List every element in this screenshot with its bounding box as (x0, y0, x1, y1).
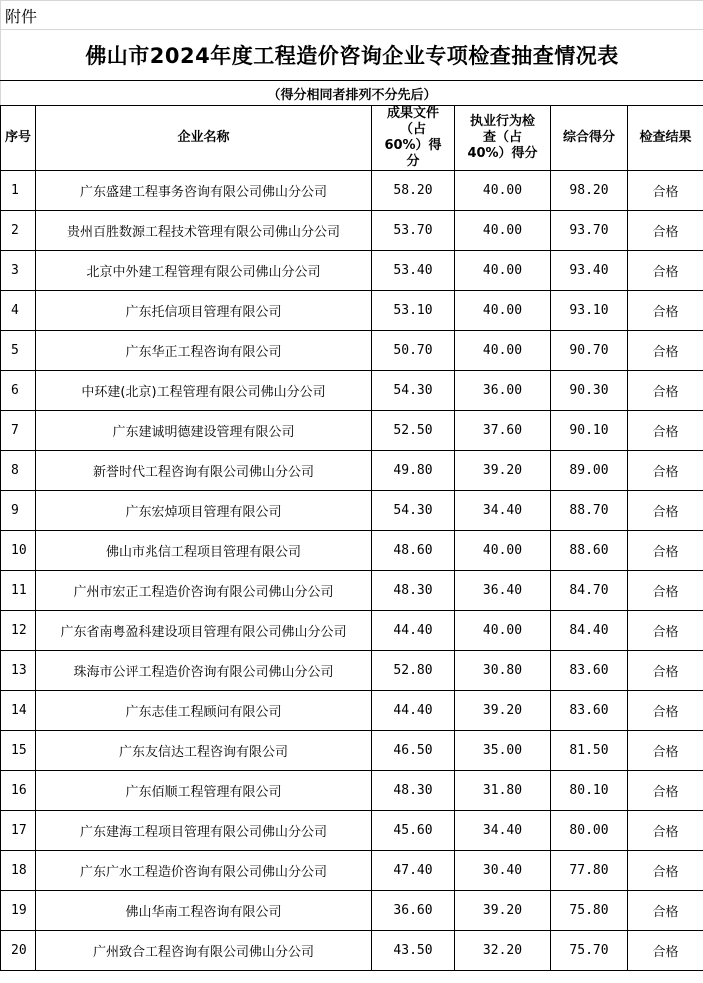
cell-index: 10 (1, 531, 36, 571)
cell-doc-score: 43.50 (372, 931, 455, 971)
table-row (1, 931, 703, 971)
cell-total-score: 84.70 (551, 571, 628, 611)
cell-company: 广州致合工程咨询有限公司佛山分公司 (36, 931, 372, 971)
title-row (1, 30, 703, 81)
cell-index: 18 (1, 851, 36, 891)
cell-practice-score: 36.40 (455, 571, 551, 611)
cell-total-score: 93.40 (551, 251, 628, 291)
cell-result: 合格 (628, 731, 703, 771)
table-row (1, 211, 703, 251)
cell-index: 14 (1, 691, 36, 731)
cell-practice-score: 30.40 (455, 851, 551, 891)
header-row (1, 106, 703, 171)
cell-total-score: 88.60 (551, 531, 628, 571)
cell-result: 合格 (628, 371, 703, 411)
cell-doc-score: 52.80 (372, 651, 455, 691)
cell-practice-score: 40.00 (455, 611, 551, 651)
cell-company: 广州市宏正工程造价咨询有限公司佛山分公司 (36, 571, 372, 611)
cell-practice-score: 34.40 (455, 491, 551, 531)
cell-doc-score: 45.60 (372, 811, 455, 851)
attachment-label: 附件 (5, 6, 38, 26)
cell-company: 广东广水工程造价咨询有限公司佛山分公司 (36, 851, 372, 891)
cell-total-score: 83.60 (551, 691, 628, 731)
table-row (1, 331, 703, 371)
table-row (1, 491, 703, 531)
table-row (1, 731, 703, 771)
table-row (1, 651, 703, 691)
cell-result: 合格 (628, 491, 703, 531)
cell-company: 珠海市公评工程造价咨询有限公司佛山分公司 (36, 651, 372, 691)
cell-total-score: 98.20 (551, 171, 628, 211)
cell-doc-score: 48.60 (372, 531, 455, 571)
cell-company: 广东盛建工程事务咨询有限公司佛山分公司 (36, 171, 372, 211)
cell-practice-score: 32.20 (455, 931, 551, 971)
header-doc-score: 成果文件（占60%）得分 (372, 106, 455, 171)
cell-practice-score: 39.20 (455, 891, 551, 931)
table-row (1, 891, 703, 931)
subtitle-row (1, 81, 703, 106)
cell-company: 佛山市兆信工程项目管理有限公司 (36, 531, 372, 571)
cell-doc-score: 53.40 (372, 251, 455, 291)
table-row (1, 171, 703, 211)
cell-company: 佛山华南工程咨询有限公司 (36, 891, 372, 931)
cell-company: 广东志佳工程顾问有限公司 (36, 691, 372, 731)
cell-doc-score: 47.40 (372, 851, 455, 891)
cell-index: 15 (1, 731, 36, 771)
cell-practice-score: 40.00 (455, 171, 551, 211)
cell-result: 合格 (628, 931, 703, 971)
cell-result: 合格 (628, 291, 703, 331)
cell-total-score: 77.80 (551, 851, 628, 891)
cell-total-score: 81.50 (551, 731, 628, 771)
cell-company: 中环建(北京)工程管理有限公司佛山分公司 (36, 371, 372, 411)
cell-result: 合格 (628, 571, 703, 611)
cell-result: 合格 (628, 651, 703, 691)
table-row (1, 811, 703, 851)
cell-company: 广东建海工程项目管理有限公司佛山分公司 (36, 811, 372, 851)
cell-result: 合格 (628, 251, 703, 291)
cell-company: 新誉时代工程咨询有限公司佛山分公司 (36, 451, 372, 491)
cell-result: 合格 (628, 891, 703, 931)
cell-practice-score: 40.00 (455, 291, 551, 331)
cell-doc-score: 53.70 (372, 211, 455, 251)
cell-total-score: 89.00 (551, 451, 628, 491)
cell-total-score: 75.80 (551, 891, 628, 931)
page-subtitle: （得分相同者排列不分先后） (267, 87, 437, 103)
cell-result: 合格 (628, 411, 703, 451)
cell-doc-score: 58.20 (372, 171, 455, 211)
cell-total-score: 80.10 (551, 771, 628, 811)
cell-company: 北京中外建工程管理有限公司佛山分公司 (36, 251, 372, 291)
page-title: 佛山市2024年度工程造价咨询企业专项检查抽查情况表 (85, 44, 619, 68)
cell-total-score: 90.30 (551, 371, 628, 411)
cell-doc-score: 54.30 (372, 371, 455, 411)
cell-result: 合格 (628, 771, 703, 811)
cell-company: 广东华正工程咨询有限公司 (36, 331, 372, 371)
cell-total-score: 88.70 (551, 491, 628, 531)
cell-practice-score: 39.20 (455, 691, 551, 731)
cell-practice-score: 35.00 (455, 731, 551, 771)
table-row (1, 611, 703, 651)
table-row (1, 411, 703, 451)
cell-company: 广东建诚明德建设管理有限公司 (36, 411, 372, 451)
cell-practice-score: 39.20 (455, 451, 551, 491)
cell-index: 13 (1, 651, 36, 691)
cell-doc-score: 44.40 (372, 611, 455, 651)
table-row (1, 251, 703, 291)
cell-practice-score: 40.00 (455, 211, 551, 251)
header-practice-score: 执业行为检查（占40%）得分 (455, 106, 551, 171)
cell-total-score: 93.10 (551, 291, 628, 331)
cell-result: 合格 (628, 691, 703, 731)
cell-total-score: 83.60 (551, 651, 628, 691)
cell-company: 广东友信达工程咨询有限公司 (36, 731, 372, 771)
cell-doc-score: 53.10 (372, 291, 455, 331)
cell-index: 19 (1, 891, 36, 931)
header-company: 企业名称 (36, 106, 372, 171)
cell-practice-score: 30.80 (455, 651, 551, 691)
table-row (1, 371, 703, 411)
attachment-row (1, 1, 703, 30)
cell-company: 广东宏焯项目管理有限公司 (36, 491, 372, 531)
table-row (1, 451, 703, 491)
cell-index: 12 (1, 611, 36, 651)
cell-practice-score: 40.00 (455, 251, 551, 291)
cell-result: 合格 (628, 611, 703, 651)
cell-company: 广东省南粤盈科建设项目管理有限公司佛山分公司 (36, 611, 372, 651)
cell-index: 1 (1, 171, 36, 211)
cell-index: 6 (1, 371, 36, 411)
cell-index: 11 (1, 571, 36, 611)
cell-doc-score: 48.30 (372, 571, 455, 611)
cell-total-score: 90.70 (551, 331, 628, 371)
cell-doc-score: 52.50 (372, 411, 455, 451)
cell-practice-score: 34.40 (455, 811, 551, 851)
cell-index: 9 (1, 491, 36, 531)
cell-doc-score: 50.70 (372, 331, 455, 371)
cell-result: 合格 (628, 851, 703, 891)
cell-index: 8 (1, 451, 36, 491)
cell-practice-score: 31.80 (455, 771, 551, 811)
cell-total-score: 84.40 (551, 611, 628, 651)
cell-doc-score: 49.80 (372, 451, 455, 491)
cell-result: 合格 (628, 811, 703, 851)
cell-doc-score: 48.30 (372, 771, 455, 811)
cell-doc-score: 54.30 (372, 491, 455, 531)
cell-total-score: 90.10 (551, 411, 628, 451)
cell-result: 合格 (628, 331, 703, 371)
cell-result: 合格 (628, 451, 703, 491)
cell-index: 2 (1, 211, 36, 251)
header-index: 序号 (1, 106, 36, 171)
table-row (1, 771, 703, 811)
cell-practice-score: 36.00 (455, 371, 551, 411)
cell-index: 20 (1, 931, 36, 971)
table-row (1, 691, 703, 731)
cell-total-score: 93.70 (551, 211, 628, 251)
table-row (1, 851, 703, 891)
cell-index: 7 (1, 411, 36, 451)
cell-total-score: 80.00 (551, 811, 628, 851)
cell-practice-score: 40.00 (455, 531, 551, 571)
cell-result: 合格 (628, 171, 703, 211)
cell-index: 4 (1, 291, 36, 331)
cell-index: 5 (1, 331, 36, 371)
cell-practice-score: 37.60 (455, 411, 551, 451)
cell-practice-score: 40.00 (455, 331, 551, 371)
table-row (1, 571, 703, 611)
header-result: 检查结果 (628, 106, 703, 171)
table-row (1, 291, 703, 331)
cell-doc-score: 46.50 (372, 731, 455, 771)
cell-company: 广东佰顺工程管理有限公司 (36, 771, 372, 811)
table-row (1, 531, 703, 571)
cell-total-score: 75.70 (551, 931, 628, 971)
cell-doc-score: 44.40 (372, 691, 455, 731)
cell-company: 贵州百胜数源工程技术管理有限公司佛山分公司 (36, 211, 372, 251)
cell-index: 16 (1, 771, 36, 811)
cell-result: 合格 (628, 211, 703, 251)
cell-company: 广东托信项目管理有限公司 (36, 291, 372, 331)
cell-index: 17 (1, 811, 36, 851)
cell-result: 合格 (628, 531, 703, 571)
cell-index: 3 (1, 251, 36, 291)
cell-doc-score: 36.60 (372, 891, 455, 931)
header-total-score: 综合得分 (551, 106, 628, 171)
